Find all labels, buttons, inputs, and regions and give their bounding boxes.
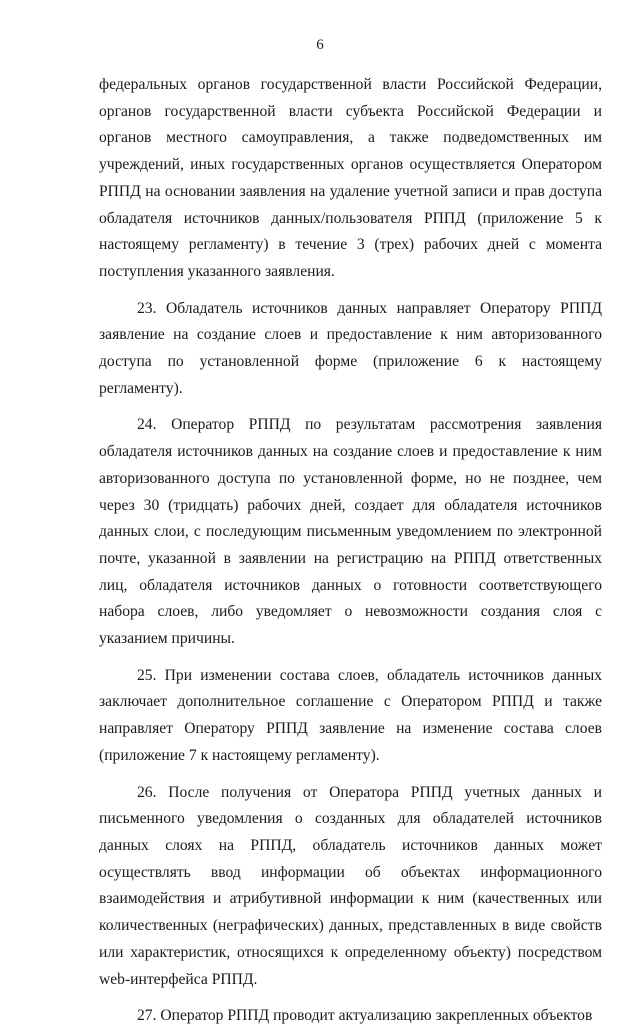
document-body <box>99 72 602 1030</box>
paragraph-26: 26. После получения от Оператора РППД учетных данных и письменного уведомления о созданных для обладателей источников данных слоях на РППД, обладатель источников данных может осуществлять ввод информации об объектах информационного взаимодействия и атрибутивной информации к ним (качественных или количественных (неграфических) данных, представленных в виде свойств или характеристик, относящихся к определенному объекту) посредством web-интерфейса РППД. <box>99 783 602 988</box>
paragraph-24: 24. Оператор РППД по результатам рассмотрения заявления обладателя источников данных на создание слоев и предоставление к ним авторизованного доступа по установленной форме, но не позднее, чем через 30 (тридцать) рабочих дней, создает для обладателя источников данных слои, с последующим письменным уведомлением по электронной почте, указанной в заявлении на регистрацию на РППД ответственных лиц, обладателя источников данных о готовности соответствующего набора слоев, либо уведомляет о невозможности создания слоя с указанием причины. <box>99 416 602 648</box>
paragraph-continuation: федеральных органов государственной власти Российской Федерации, органов государственной власти субъекта Российской Федерации и органов местного самоуправления, а также подведомственных им учреждений, иных государственных органов осуществляется Оператором РППД на основании заявления на удаление учетной записи и прав доступа обладателя источников данных/пользователя РППД (приложение 5 к настоящему регламенту) в течение 3 (трех) рабочих дней с момента поступления указанного заявления. <box>99 76 602 280</box>
page-number: 6 <box>316 37 324 53</box>
paragraph-25: 25. При изменении состава слоев, обладатель источников данных заключает дополнительное соглашение с Оператором РППД и также направляет Оператору РППД заявление на изменение состава слоев (приложение 7 к настоящему регламенту). <box>99 666 602 764</box>
paragraph-23: 23. Обладатель источников данных направляет Оператору РППД заявление на создание слоев и предоставление к ним авторизованного доступа по установленной форме (приложение 6 к настоящему регламенту). <box>99 299 602 397</box>
paragraph-27: 27. Оператор РППД проводит актуализацию закрепленных объектов <box>137 1007 593 1025</box>
